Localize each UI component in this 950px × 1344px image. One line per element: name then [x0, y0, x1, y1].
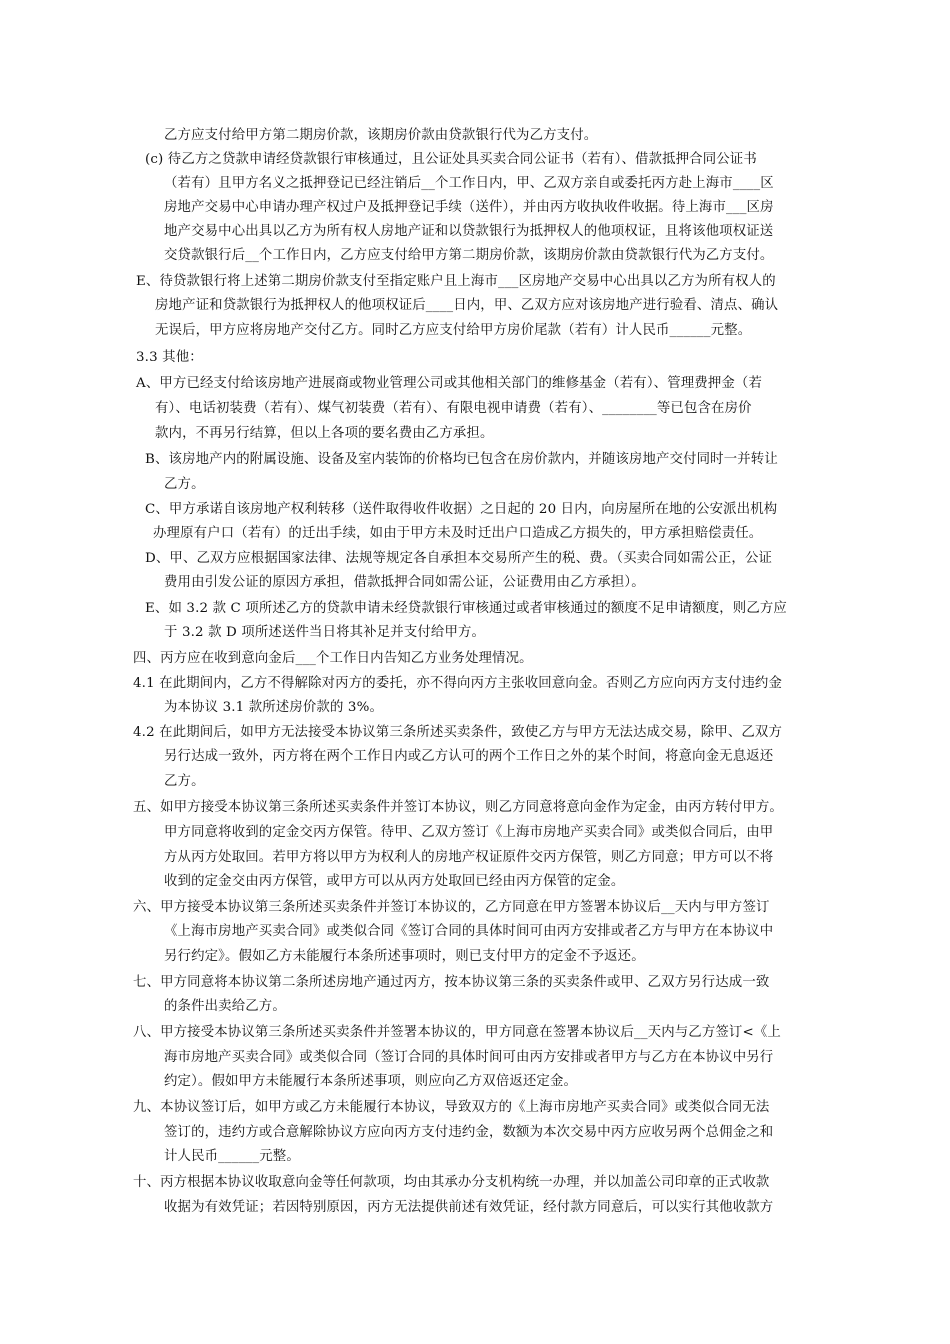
text-line: 甲方同意将收到的定金交丙方保管。待甲、乙双方签订《上海市房地产买卖合同》或类似合同后，由甲	[164, 825, 774, 840]
text-line: 无误后，甲方应将房地产交付乙方。同时乙方应支付给甲方房价尾款（若有）计人民币______元整。	[155, 323, 752, 338]
text-line: 十、丙方根据本协议收取意向金等任何款项，均由其承办分支机构统一办理，并以加盖公司印章的正式收款	[133, 1175, 770, 1190]
text-line: 八、甲方接受本协议第三条所述买卖条件并签署本协议的，甲方同意在签署本协议后__天内与乙方签订<《上	[133, 1025, 781, 1040]
text-line: 另行达成一致外，丙方将在两个工作日内或乙方认可的两个工作日之外的某个时间，将意向金无息返还	[164, 749, 774, 764]
text-line: 计人民币______元整。	[164, 1149, 300, 1164]
text-line: 约定）。假如甲方未能履行本条所述事项，则应向乙方双倍返还定金。	[164, 1074, 578, 1089]
text-line: 房地产交易中心申请办理产权过户及抵押登记手续（送件），并由丙方收执收件收据。待上海市___区房	[164, 200, 774, 215]
text-line: 九、本协议签订后，如甲方或乙方未能履行本协议，导致双方的《上海市房地产买卖合同》或类似合同无法	[133, 1100, 770, 1115]
text-line: E、待贷款银行将上述第二期房价款支付至指定账户且上海市___区房地产交易中心出具以乙方为所有权人的	[136, 274, 776, 289]
text-line: （若有）且甲方名义之抵押登记已经注销后__个工作日内，甲、乙双方亲自或委托丙方赴上海市____区	[164, 176, 774, 191]
text-line: 乙方。	[164, 477, 205, 492]
text-line: 六、甲方接受本协议第三条所述买卖条件并签订本协议的，乙方同意在甲方签署本协议后__天内与甲方签订	[133, 900, 770, 915]
text-line: D、甲、乙双方应根据国家法律、法规等规定各自承担本交易所产生的税、费。（买卖合同如需公正，公证	[145, 551, 773, 566]
text-line: 房地产证和贷款银行为抵押权人的他项权证后____日内，甲、乙双方应对该房地产进行验看、清点、确认	[155, 298, 779, 313]
text-line: 款内，不再另行结算，但以上各项的要名费由乙方承担。	[155, 426, 494, 441]
text-line: 收到的定金交由丙方保管，或甲方可以从丙方处取回已经由丙方保管的定金。	[164, 874, 625, 889]
text-line: (c) 待乙方之贷款申请经贷款银行审核通过，且公证处具买卖合同公证书（若有）、借款抵押合同公证书	[145, 152, 757, 167]
text-line: 地产交易中心出具以乙方为所有权人房地产证和以贷款银行为抵押权人的他项权证，且将该他项权证送	[164, 224, 774, 239]
text-line: 乙方。	[164, 774, 205, 789]
text-line: 海市房地产买卖合同》或类似合同（签订合同的具体时间可由丙方安排或者甲方与乙方在本协议中另行	[164, 1050, 774, 1065]
text-line: 方从丙方处取回。若甲方将以甲方为权利人的房地产权证原件交丙方保管，则乙方同意；甲方可以不将	[164, 850, 774, 865]
text-line: 4.2 在此期间后，如甲方无法接受本协议第三条所述买卖条件，致使乙方与甲方无法达成交易，除甲、乙双方	[133, 725, 783, 740]
text-line: 另行约定》。假如乙方未能履行本条所述事项时，则已支付甲方的定金不予返还。	[164, 949, 645, 964]
text-line: 费用由引发公证的原因方承担，借款抵押合同如需公证，公证费用由乙方承担）。	[164, 575, 645, 590]
text-line: 四、丙方应在收到意向金后___个工作日内告知乙方业务处理情况。	[133, 651, 533, 666]
text-line: C、甲方承诺自该房地产权利转移（送件取得收件收据）之日起的 20 日内，向房屋所在地的公安派出机构	[145, 502, 778, 517]
text-line: 签订的，违约方或合意解除协议方应向丙方支付违约金，数额为本次交易中丙方应收另两个总佣金之和	[164, 1125, 774, 1140]
text-line: 4.1 在此期间内，乙方不得解除对丙方的委托，亦不得向丙方主张收回意向金。否则乙方应向丙方支付违约金	[133, 676, 783, 691]
text-line: E、如 3.2 款 C 项所述乙方的贷款申请未经贷款银行审核通过或者审核通过的额度不足申请额度，则乙方应	[145, 601, 787, 616]
section-heading: 3.3 其他：	[136, 350, 203, 365]
text-line: 交贷款银行后__个工作日内，乙方应支付给甲方第二期房价款，该期房价款由贷款银行代为乙方支付。	[164, 248, 774, 263]
text-line: 于 3.2 款 D 项所述送件当日将其补足并支付给甲方。	[164, 625, 486, 640]
text-line: 有）、电话初装费（若有）、煤气初装费（若有）、有限电视申请费（若有）、________等已包含在房价	[155, 401, 752, 416]
text-line: 七、甲方同意将本协议第二条所述房地产通过丙方，按本协议第三条的买卖条件或甲、乙双方另行达成一致	[133, 975, 770, 990]
text-line: 《上海市房地产买卖合同》或类似合同《签订合同的具体时间可由丙方安排或者乙方与甲方在本协议中	[164, 924, 774, 939]
text-line: 乙方应支付给甲方第二期房价款，该期房价款由贷款银行代为乙方支付。	[164, 128, 598, 143]
text-line: A、甲方已经支付给该房地产进展商或物业管理公司或其他相关部门的维修基金（若有）、管理费押金（若	[136, 376, 762, 391]
text-line: 为本协议 3.1 款所述房价款的 3%。	[164, 700, 383, 715]
text-line: 五、如甲方接受本协议第三条所述买卖条件并签订本协议，则乙方同意将意向金作为定金，由丙方转付甲方。	[133, 800, 783, 815]
text-line: 办理原有户口（若有）的迁出手续，如由于甲方未及时迁出户口造成乙方损失的，甲方承担赔偿责任。	[153, 526, 763, 541]
text-line: B、该房地产内的附属设施、设备及室内装饰的价格均已包含在房价款内，并随该房地产交付同时一并转让	[145, 452, 778, 467]
text-line: 收据为有效凭证；若因特别原因，丙方无法提供前述有效凭证，经付款方同意后，可以实行其他收款方	[164, 1200, 774, 1215]
text-line: 的条件出卖给乙方。	[164, 999, 286, 1014]
